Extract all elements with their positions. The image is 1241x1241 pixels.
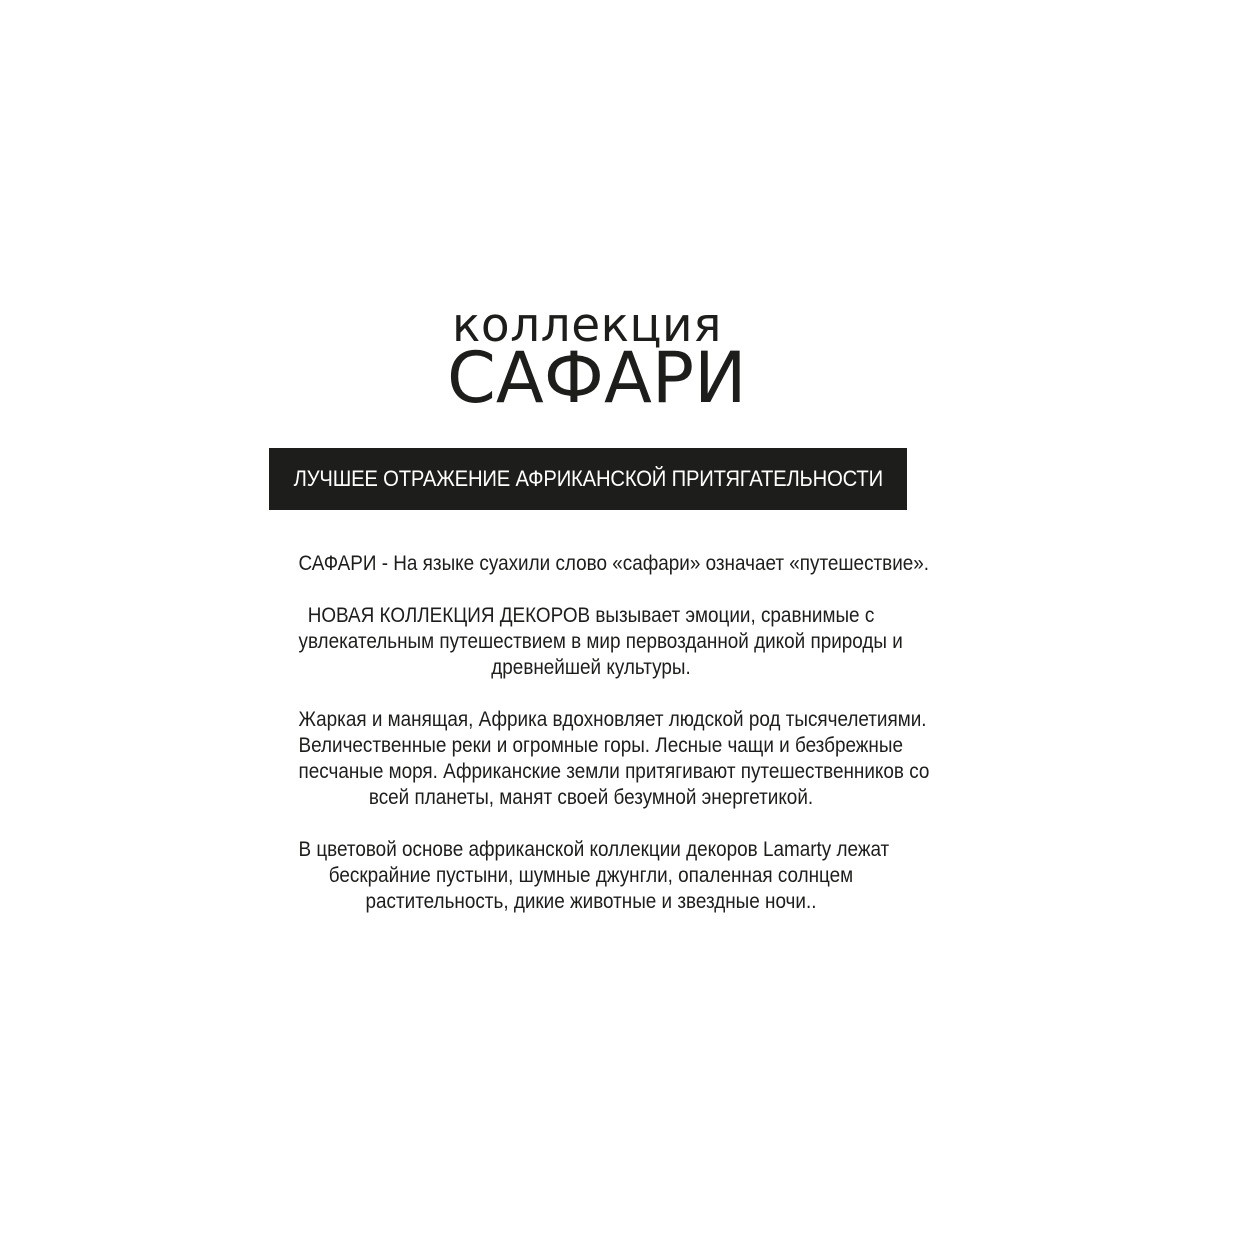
- paragraph-line: древнейшей культуры.: [491, 656, 691, 679]
- paragraph-line: НОВАЯ КОЛЛЕКЦИЯ ДЕКОРОВ вызывает эмоции, сравнимые с: [307, 604, 875, 627]
- paragraph-line: бескрайние пустыни, шумные джунгли, опаленная солнцем: [328, 864, 854, 887]
- paragraph-line: всей планеты, манят своей безумной энергетикой.: [368, 786, 814, 809]
- paragraph-line: В цветовой основе африканской коллекции декоров Lamarty лежат: [298, 838, 890, 861]
- collection-title: САФАРИ: [447, 337, 747, 419]
- paragraph-line: песчаные моря. Африканские земли притягивают путешественников со: [298, 760, 930, 783]
- paragraph-line: САФАРИ - На языке суахили слово «сафари» означает «путешествие».: [298, 552, 930, 575]
- collection-label: коллекция: [452, 298, 722, 353]
- tagline-text: ЛУЧШЕЕ ОТРАЖЕНИЕ АФРИКАНСКОЙ ПРИТЯГАТЕЛЬНОСТИ: [293, 466, 883, 491]
- paragraph-color-basis: [298, 837, 890, 915]
- paragraph-line: Величественные реки и огромные горы. Лесные чащи и безбрежные: [298, 734, 903, 757]
- paragraph-new-collection: [298, 603, 903, 681]
- paragraph-line: Жаркая и манящая, Африка вдохновляет людской род тысячелетиями.: [298, 708, 927, 731]
- description-body: [266, 551, 930, 941]
- paragraph-intro: [298, 551, 930, 577]
- paragraph-line: увлекательным путешествием в мир первозданной дикой природы и: [298, 630, 903, 653]
- paragraph-line: растительность, дикие животные и звездные ночи..: [365, 890, 817, 913]
- paragraph-africa: [298, 707, 930, 811]
- tagline-banner: [269, 448, 907, 510]
